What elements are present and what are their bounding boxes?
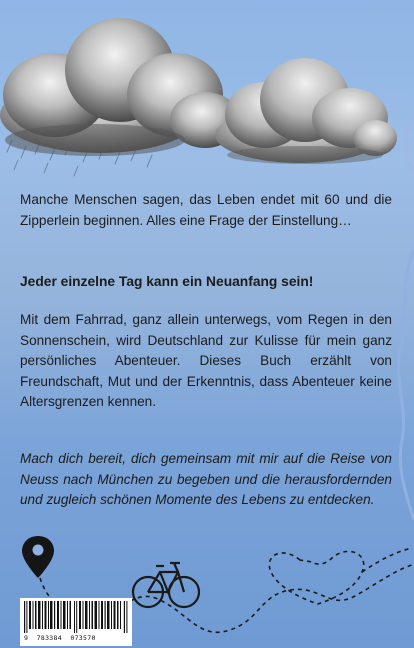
bicycle-icon xyxy=(133,563,199,607)
isbn-barcode xyxy=(20,598,132,646)
headline: Jeder einzelne Tag kann ein Neuanfang sein! xyxy=(20,274,314,289)
closing-paragraph: Mach dich bereit, dich gemeinsam mit mir auf die Reise von Neuss nach München zu begeben und die herausfordernden und zugleich schönen Momente des Lebens zu entdecken. xyxy=(20,451,392,507)
location-pin-icon xyxy=(22,536,54,578)
isbn-group-2: 073570 xyxy=(70,634,96,642)
rain-cloud-icon xyxy=(0,0,414,190)
isbn-number xyxy=(24,634,128,642)
barcode xyxy=(24,601,128,633)
isbn-group-1: 783384 xyxy=(36,634,62,642)
isbn-prefix: 9 xyxy=(24,634,29,642)
heart-icon xyxy=(269,551,363,604)
body-paragraph: Mit dem Fahrrad, ganz allein unterwegs, vom Regen in den Sonnenschein, wird Deutschland zur Kulisse für mein ganz persönliches Abenteuer. Dieses Buch erzählt von Freundschaft, Mut und der Erkenntnis, dass Abenteuer keine Altersgrenzen kennen. xyxy=(20,312,392,409)
intro-paragraph: Manche Menschen sagen, das Leben endet mit 60 und die Zipperlein beginnen. Alles eine Frage der Einstellung… xyxy=(20,192,392,228)
